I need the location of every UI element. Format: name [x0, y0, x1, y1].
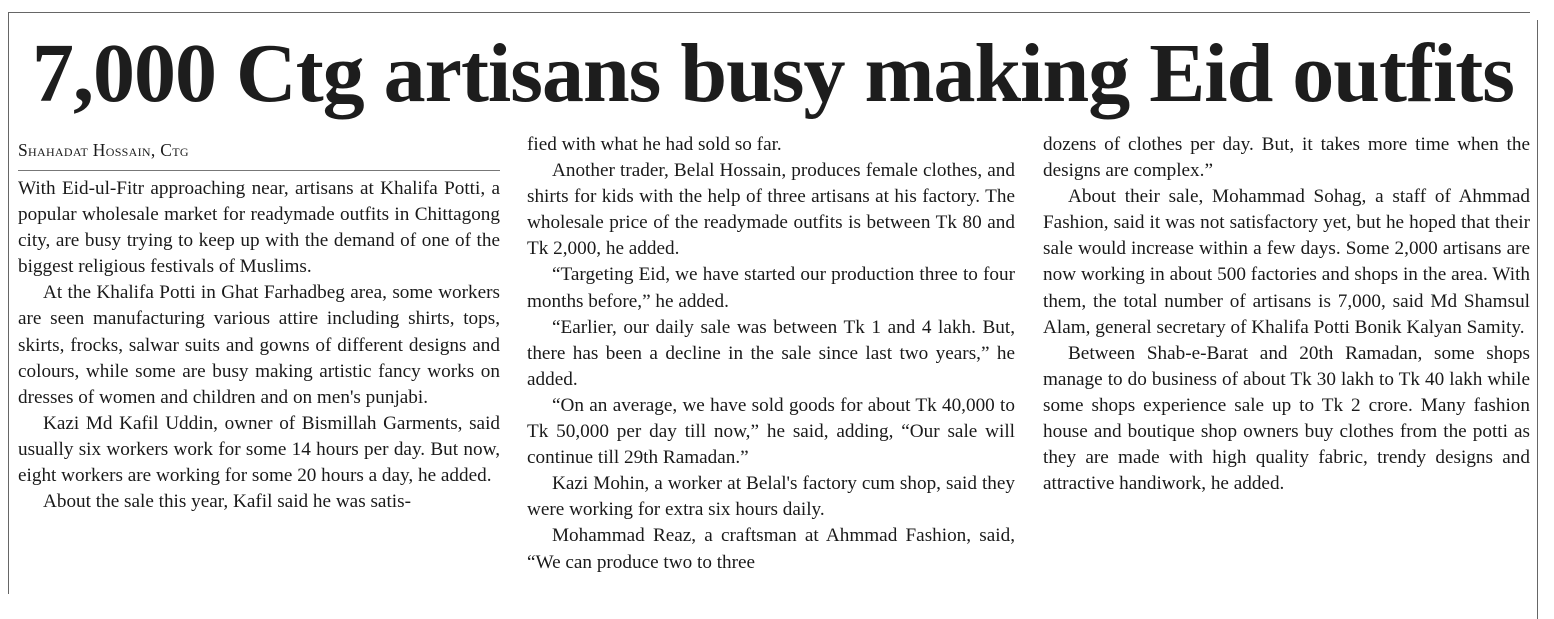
byline: Shahadat Hossain, Ctg — [18, 132, 500, 171]
paragraph: With Eid-ul-Fitr approaching near, artisans at Khalifa Potti, a popular wholesale market for readymade outfits in Chittagong city, are busy trying to keep up with the demand of one of the biggest religious festivals of Muslims. — [18, 178, 500, 278]
paragraph: About the sale this year, Kafil said he was satis- — [43, 491, 411, 513]
paragraph: dozens of clothes per day. But, it takes more time when the designs are complex.” — [1043, 134, 1530, 182]
paragraph: Kazi Mohin, a worker at Belal's factory cum shop, said they were working for extra six hours daily. — [527, 473, 1015, 521]
article-column-2 — [527, 132, 1015, 576]
top-border-rule — [8, 12, 1530, 13]
headline: 7,000 Ctg artisans busy making Eid outfits — [32, 27, 1514, 120]
paragraph: At the Khalifa Potti in Ghat Farhadbeg area, some workers are seen manufacturing various attire including shirts, tops, skirts, frocks, salwar suits and gowns of different designs and colours, while some are busy making artistic fancy works on dresses of women and children and on men's punjabi. — [18, 282, 500, 408]
paragraph: Between Shab-e-Barat and 20th Ramadan, some shops manage to do business of about Tk 30 lakh to Tk 40 lakh while some shops experience sale up to Tk 2 crore. Many fashion house and boutique shop owners buy clothes from the potti as they are made with high quality fabric, trendy designs and attractive handiwork, he added. — [1043, 342, 1530, 495]
article-column-1 — [18, 132, 500, 515]
paragraph: “Targeting Eid, we have started our production three to four months before,” he added. — [527, 264, 1015, 312]
paragraph: Kazi Md Kafil Uddin, owner of Bismillah Garments, said usually six workers work for some 14 hours per day. But now, eight workers are working for some 20 hours a day, he added. — [18, 412, 500, 487]
paragraph: fied with what he had sold so far. — [527, 134, 782, 155]
article-column-3 — [1043, 132, 1530, 497]
paragraph: About their sale, Mohammad Sohag, a staff of Ahmmad Fashion, said it was not satisfactory yet, but he hoped that their sale would increase within a few days. Some 2,000 artisans are now working in about 500 factories and shops in the area. With them, the total number of artisans is 7,000, said Md Shamsul Alam, general secretary of Khalifa Potti Bonik Kalyan Samity. — [1043, 186, 1530, 338]
paragraph: Another trader, Belal Hossain, produces female clothes, and shirts for kids with the help of three artisans at his factory. The wholesale price of the readymade outfits is between Tk 80 and Tk 2,000, he added. — [527, 160, 1015, 260]
paragraph: “Earlier, our daily sale was between Tk 1 and 4 lakh. But, there has been a decline in the sale since last two years,” he added. — [527, 316, 1015, 390]
paragraph: Mohammad Reaz, a craftsman at Ahmmad Fashion, said, “We can produce two to three — [527, 525, 1015, 573]
paragraph: “On an average, we have sold goods for about Tk 40,000 to Tk 50,000 per day till now,” he said, adding, “Our sale will continue till 29th Ramadan.” — [527, 394, 1015, 469]
